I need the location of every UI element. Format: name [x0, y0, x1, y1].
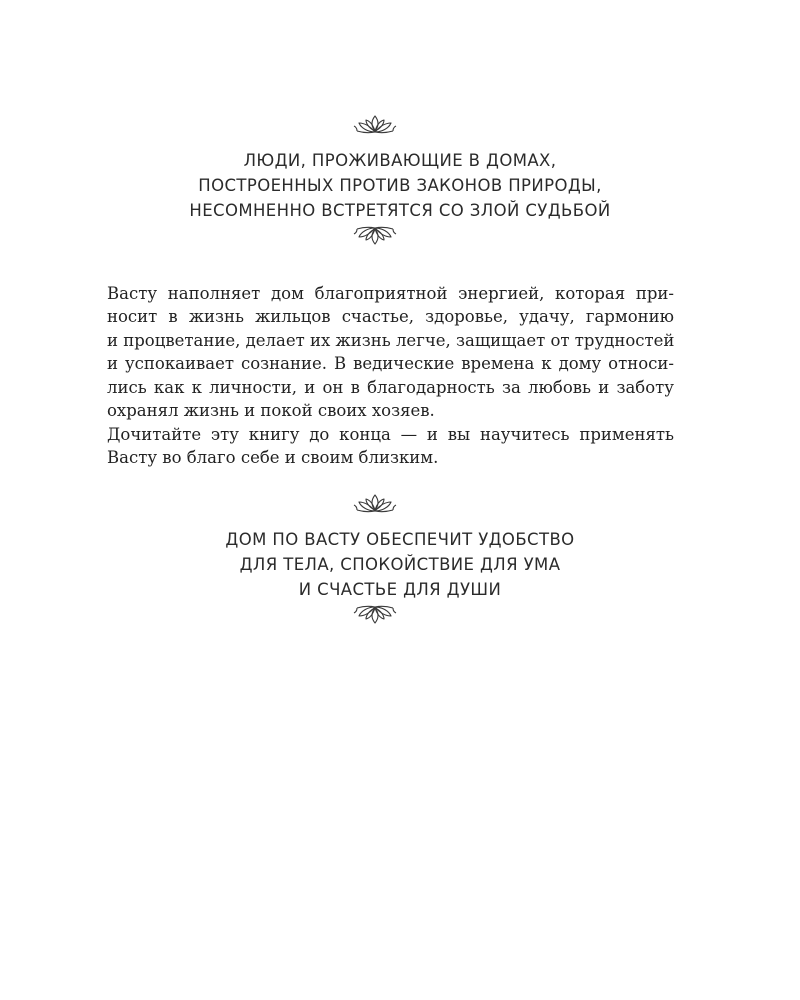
- lotus-icon: [350, 112, 400, 136]
- heading-line: ПОСТРОЕННЫХ ПРОТИВ ЗАКОНОВ ПРИРОДЫ,: [198, 176, 602, 195]
- lotus-icon: [350, 603, 400, 627]
- text-line: лись как к личности, и он в благодарность за любовь и заботу: [107, 377, 674, 397]
- heading-line: И СЧАСТЬЕ ДЛЯ ДУШИ: [298, 580, 502, 599]
- heading-warning: [100, 148, 700, 223]
- lotus-ornament-bottom-1: [350, 224, 400, 248]
- heading-line: НЕСОМНЕННО ВСТРЕТЯТСЯ СО ЗЛОЙ СУДЬБОЙ: [189, 201, 611, 220]
- heading-line: ДОМ ПО ВАСТУ ОБЕСПЕЧИТ УДОБСТВО: [225, 530, 575, 549]
- heading-line: ЛЮДИ, ПРОЖИВАЮЩИЕ В ДОМАХ,: [243, 151, 557, 170]
- text-line: Дочитайте эту книгу до конца — и вы научитесь применять: [107, 425, 674, 444]
- text-line: носит в жизнь жильцов счастье, здоровье, удачу, гармонию: [107, 307, 674, 327]
- lotus-ornament-bottom-2: [350, 603, 400, 627]
- lotus-ornament-top-1: [350, 112, 400, 136]
- paragraph-2: [107, 423, 674, 470]
- text-line: Васту во благо себе и своим близким.: [107, 448, 439, 468]
- heading-line: ДЛЯ ТЕЛА, СПОКОЙСТВИЕ ДЛЯ УМА: [239, 555, 561, 574]
- text-line: охранял жизнь и покой своих хозяев.: [107, 400, 435, 420]
- text-line: [107, 282, 674, 305]
- text-line: и успокаивает сознание. В ведические времена к дому относи-: [107, 354, 674, 374]
- text-line: и процветание, делает их жизнь легче, защищает от трудностей: [107, 330, 675, 350]
- lotus-icon: [350, 224, 400, 248]
- lotus-ornament-top-2: [350, 491, 400, 515]
- paragraph-1: [107, 282, 674, 422]
- heading-benefit: [100, 527, 700, 602]
- lotus-icon: [350, 491, 400, 515]
- text-line-content: Васту наполняет дом благоприятной энергией, которая при-: [107, 284, 674, 303]
